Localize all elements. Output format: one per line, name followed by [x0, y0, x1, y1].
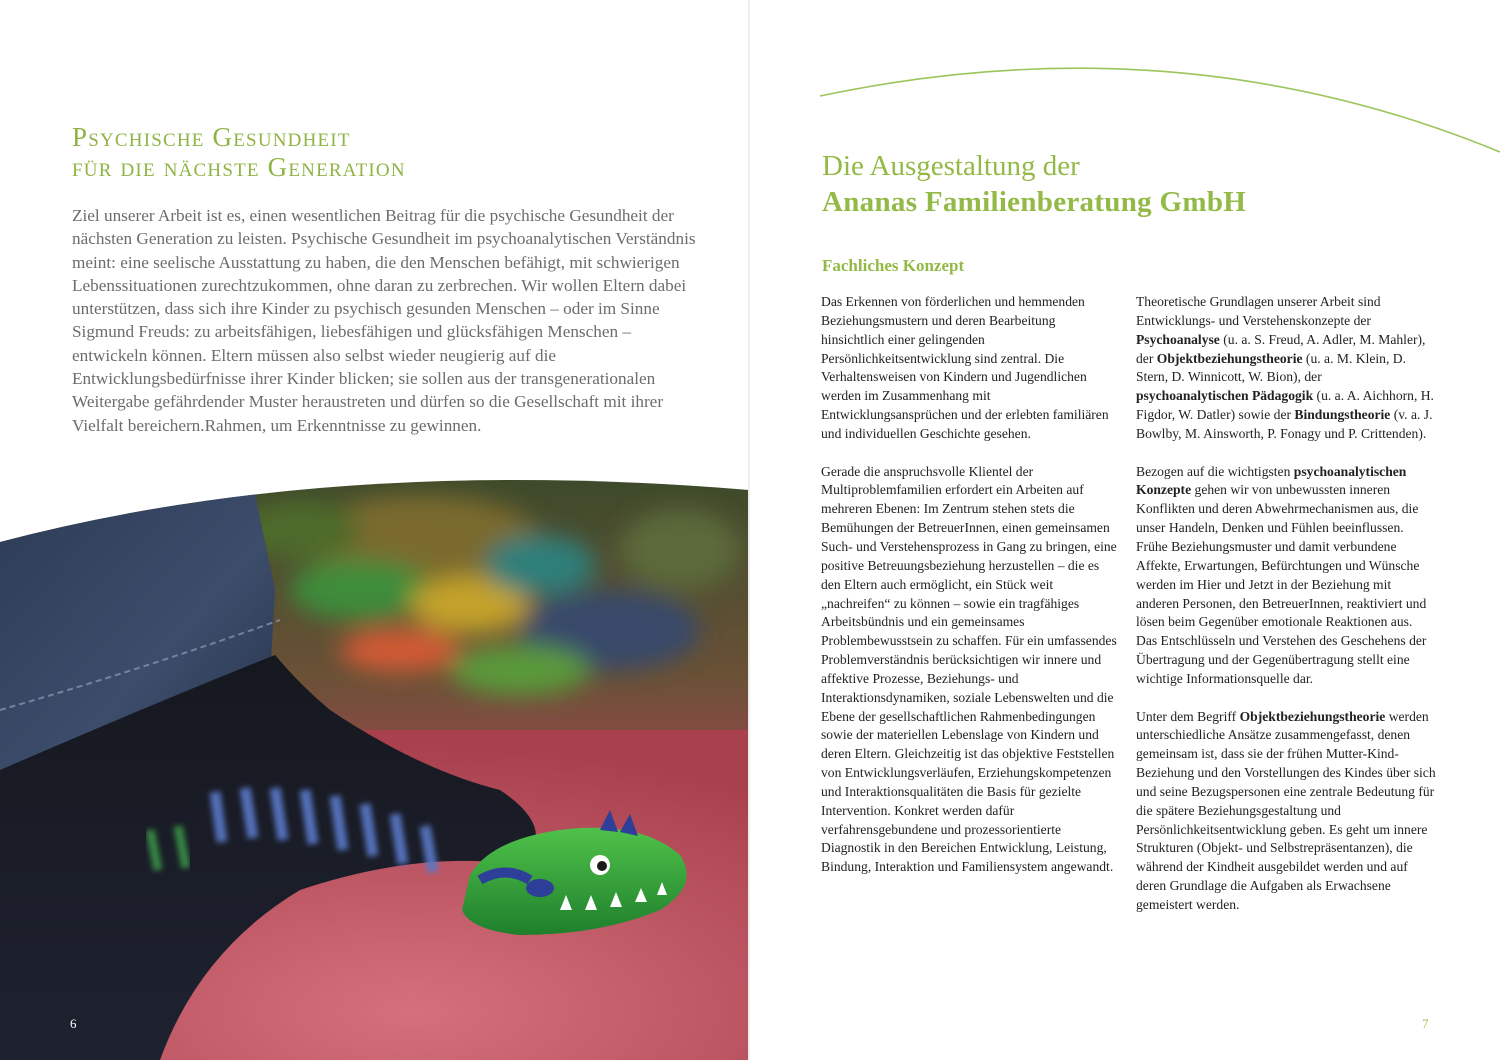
column-2-paragraph-3 [1136, 708, 1436, 915]
text-span: Theoretische Grundlagen unserer Arbeit sind Entwicklungs- und Verstehenskonzepte der [1136, 294, 1381, 328]
column-2-paragraph-2 [1136, 463, 1436, 689]
left-page-title [72, 122, 712, 182]
child-foot-photo [0, 470, 749, 1060]
left-page [0, 0, 749, 1060]
right-title-line-1: Die Ausgestaltung der [822, 150, 1080, 182]
left-intro-paragraph: Ziel unserer Arbeit ist es, einen wesentlichen Beitrag für die psychische Gesundheit der nächsten Generation zu leisten. Psychische Gesundheit im psychoanalytischen Verständnis meint: eine seelische Ausstattung zu haben, die den Menschen befähigt, mit schwierigen Lebenssituationen zurechtzukommen, ohne daran zu zerbrechen. Wir wollen Eltern dabei unterstützen, dass sich ihre Kinder zu psychisch gesunden Menschen – oder im Sinne Sigmund Freuds: zu arbeitsfähigen, liebesfähigen und glücksfähigen Menschen – entwickeln können. Eltern müssen also selbst wieder neugierig auf die Entwicklungsbedürfnisse ihrer Kinder blicken; sie sollen aus der transgenerationalen Weitergabe gefährdender Muster heraustreten und dürfen so die Gesellschaft mit ihrer Vielfalt bereichern.Rahmen, um Erkenntnisse zu gewinnen. [72, 206, 696, 435]
text-span: gehen wir von unbewussten inneren Konflikten und deren Abwehrmechanismen aus, die unser Handeln, Denken und Fühlen beeinflussen. Frühe Beziehungsmuster und damit verbundene Affekte, Erwartungen, Befürchtungen und Wünsche werden im Hier und Jetzt in der Beziehung mit anderen Personen, den BetreuerInnen, reaktiviert und lösen beim Gegenüber emotionale Reaktionen aus. Das Entschlüsseln und Verstehen des Geschehens der Übertragung und der Gegenübertragung stellt eine wichtige Informationsquelle dar. [1136, 482, 1427, 686]
text-span: (u. a. A. Aichhorn, H. Figdor, W. Datler) sowie der [1136, 388, 1434, 423]
right-page [750, 0, 1500, 1060]
text-span: Unter dem Begriff [1136, 708, 1240, 724]
term-psychoanalytische-konzepte: psychoanalytischen Konzepte [1136, 463, 1407, 498]
text-column-1 [821, 293, 1121, 896]
left-title-line-2: für die nächste Generation [72, 152, 406, 182]
text-span: (v. a. J. Bowlby, M. Ainsworth, P. Fonagy und P. Crittenden). [1136, 407, 1433, 441]
page-number-left: 6 [70, 1016, 77, 1031]
text-span: werden unterschiedliche Ansätze zusammengefasst, denen gemeinsam ist, dass sie der frühen Mutter-Kind-Beziehung und den Vorstellungen des Kindes über sich und seine Bezugspersonen eine zentrale Bedeutung für die spätere Beziehungsgestaltung und Persönlichkeitsentwicklung geben. Es geht um innere Strukturen (Objekt- und Selbstrepräsentanzen), die während der Kindheit ausgebildet werden und auf deren Grundlage die Aufgaben als Erwachsene gemeistert werden. [1136, 708, 1436, 912]
section-subtitle: Fachliches Konzept [822, 256, 965, 275]
column-2-paragraph-1 [1136, 293, 1436, 444]
right-page-title [822, 148, 1442, 220]
column-1-paragraph-2: Gerade die anspruchsvolle Klientel der Multiproblemfamilien erfordert ein Arbeiten auf mehreren Ebenen: Im Zentrum stehen stets die Bemühungen der BetreuerInnen, einen gemeinsamen Such- und Verstehensprozess in Gang zu bringen, eine positive Betreuungsbeziehung herzustellen – die es den Eltern auch ermöglicht, ein Stück weit „nachreifen“ zu können – sowie ein tragfähiges Arbeitsbündnis und ein gemeinsames Problembewusstsein zu schaffen. Für ein umfassendes Problemverständnis berücksichtigen wir innere und affektive Prozesse, Beziehungs- und Interaktionsdynamiken, soziale Lebenswelten und die Ebene der gesellschaftlichen Rahmenbedingungen sowie der materiellen Lebenslage von Kindern und deren Eltern. Gleichzeitig ist das objektive Feststellen von Entwicklungsverläufen, Erziehungskompetenzen und Interaktionsqualitäten die Basis für gezielte Intervention. Konkret werden dafür verfahrensgebundene und prozessorientierte Diagnostik in den Bereichen Entwicklung, Leistung, Bindung, Interaktion und Familiensystem angewandt. [821, 463, 1117, 875]
term-bindungstheorie: Bindungstheorie [1294, 407, 1391, 423]
text-span: Bezogen auf die wichtigsten [1136, 463, 1294, 479]
term-psychoanalyse: Psychoanalyse [1136, 331, 1220, 347]
left-title-line-1: Psychische Gesundheit [72, 122, 351, 152]
term-psychoanalytische-paedagogik: psychoanalytischen Pädagogik [1136, 388, 1314, 404]
text-span: (u. a. M. Klein, D. Stern, D. Winnicott, W. Bion), der [1136, 350, 1406, 385]
text-span: (u. a. S. Freud, A. Adler, M. Mahler), der [1136, 331, 1426, 366]
right-title-line-2: Ananas Familienberatung GmbH [822, 186, 1247, 218]
text-column-2 [1136, 293, 1436, 934]
term-objektbeziehungstheorie-2: Objektbeziehungstheorie [1239, 708, 1386, 724]
column-1-paragraph-1: Das Erkennen von förderlichen und hemmenden Beziehungsmustern und deren Bearbeitung hinsichtlich einer gelingenden Persönlichkeitsentwicklung sind zentral. Die Verhaltensweisen von Kindern und Jugendlichen werden im Zusammenhang mit Entwicklungsansprüchen und der erlebten familiären und individuellen Geschichte gesehen. [821, 294, 1109, 441]
term-objektbeziehungstheorie: Objektbeziehungstheorie [1156, 350, 1303, 366]
page-number-right: 7 [1422, 1016, 1429, 1031]
